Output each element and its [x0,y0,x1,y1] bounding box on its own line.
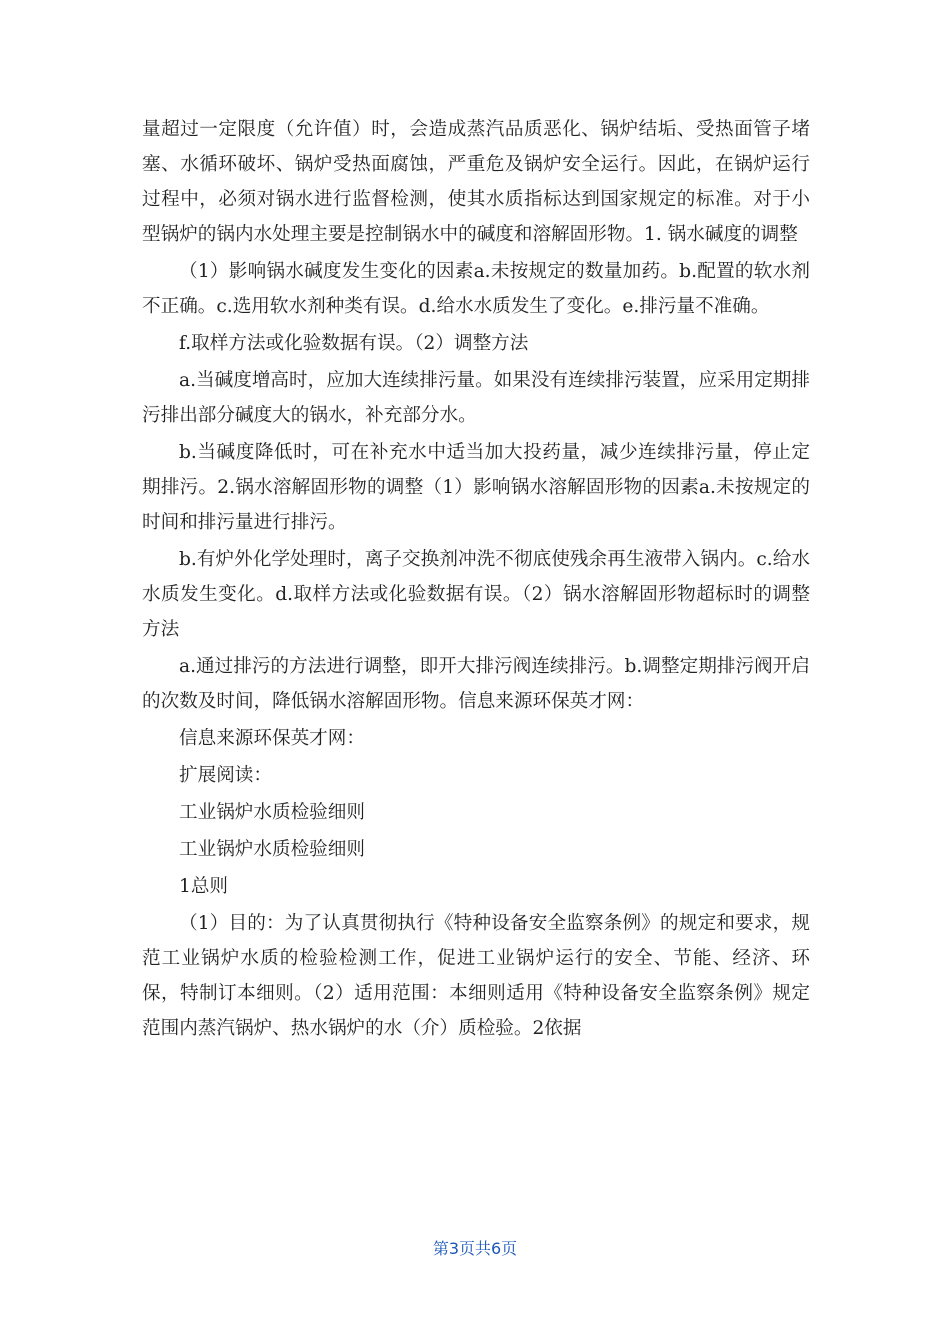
paragraph-6: b.有炉外化学处理时，离子交换剂冲洗不彻底使残余再生液带入锅内。c.给水水质发生变化。d.取样方法或化验数据有误。（2）锅水溶解固形物超标时的调整方法 [142,549,810,640]
paragraph-5: b.当碱度降低时，可在补充水中适当加大投药量，减少连续排污量，停止定期排污。2.锅水溶解固形物的调整（1）影响锅水溶解固形物的因素a.未按规定的时间和排污量进行排污。 [142,442,810,533]
paragraph-11: 工业锅炉水质检验细则 [179,839,365,860]
paragraph-9: 扩展阅读： [179,765,272,786]
paragraph-2: （1）影响锅水碱度发生变化的因素a.未按规定的数量加药。b.配置的软水剂不正确。c.选用软水剂种类有误。d.给水水质发生了变化。e.排污量不准确。 [142,261,810,317]
paragraph-13: （1）目的：为了认真贯彻执行《特种设备安全监察条例》的规定和要求，规范工业锅炉水质的检验检测工作，促进工业锅炉运行的安全、节能、经济、环保，特制订本细则。（2）适用范围：本细则适用《特种设备安全监察条例》规定范围内蒸汽锅炉、热水锅炉的水（介）质检验。2依据 [142,913,810,1039]
paragraph-4: a.当碱度增高时，应加大连续排污量。如果没有连续排污装置，应采用定期排污排出部分碱度大的锅水，补充部分水。 [142,370,810,426]
paragraph-10: 工业锅炉水质检验细则 [179,802,365,823]
paragraph-7: a.通过排污的方法进行调整，即开大排污阀连续排污。b.调整定期排污阀开启的次数及时间，降低锅水溶解固形物。信息来源环保英才网： [142,656,810,712]
paragraph-12: 1总则 [179,876,229,897]
paragraph-3: f.取样方法或化验数据有误。（2）调整方法 [179,333,529,354]
document-body [142,112,810,1048]
page-number-footer: 第3页共6页 [432,1239,518,1258]
paragraph-8: 信息来源环保英才网： [179,728,365,749]
paragraph-1: 量超过一定限度（允许值）时，会造成蒸汽品质恶化、锅炉结垢、受热面管子堵塞、水循环破坏、锅炉受热面腐蚀，严重危及锅炉安全运行。因此，在锅炉运行过程中，必须对锅水进行监督检测，使其水质指标达到国家规定的标准。对于小型锅炉的锅内水处理主要是控制锅水中的碱度和溶解固形物。1. 锅水碱度的调整 [142,119,810,245]
